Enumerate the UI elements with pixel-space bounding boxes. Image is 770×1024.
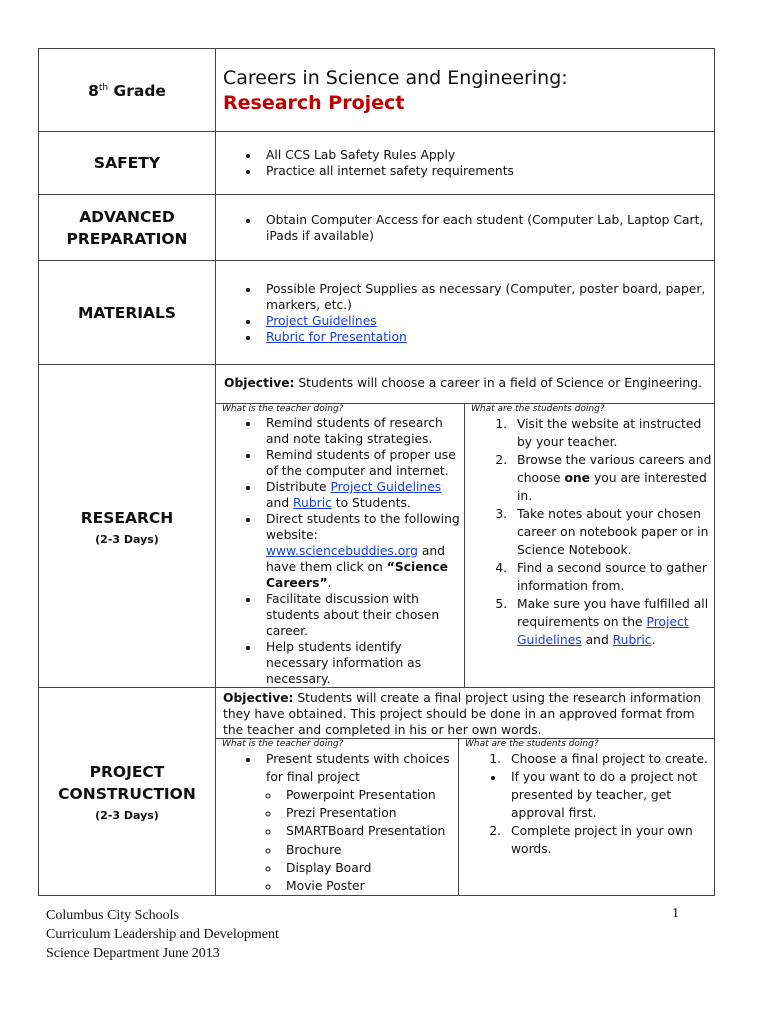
list-item: • Remind students of proper use of the computer and internet. bbox=[260, 447, 464, 479]
objective-text: Students will choose a career in a field of Science or Engineering. bbox=[294, 376, 702, 390]
list-item: ◦ Prezi Presentation bbox=[280, 804, 458, 822]
list-item bbox=[511, 451, 714, 505]
student-column bbox=[459, 739, 715, 896]
project-guidelines-link[interactable]: Project Guidelines bbox=[517, 615, 689, 647]
grade-superscript: th bbox=[98, 82, 109, 93]
advanced-label-line1: ADVANCED bbox=[79, 207, 175, 226]
list-item: ◦ Display Board bbox=[280, 859, 458, 877]
bold-text: “Science Careers” bbox=[266, 560, 448, 590]
student-list bbox=[459, 750, 714, 858]
advanced-content bbox=[216, 195, 715, 261]
construction-label-line2: CONSTRUCTION bbox=[58, 785, 196, 804]
rubric-link[interactable]: Rubric for Presentation bbox=[266, 329, 407, 344]
safety-list bbox=[216, 147, 714, 179]
list-item: ◦ SMARTBoard Presentation bbox=[280, 822, 458, 840]
safety-content bbox=[216, 132, 715, 195]
grade-number: 8 bbox=[88, 81, 99, 100]
grade-label bbox=[88, 82, 166, 100]
text: and bbox=[581, 633, 613, 647]
objective-text: Students will create a final project using the research information they have obtained. This project should be done in an approved format from the teacher and completed in his or her own words. bbox=[223, 691, 701, 737]
research-days: (2-3 Days) bbox=[95, 532, 159, 546]
text: Browse the various careers and choose bbox=[517, 453, 712, 485]
list-item: • If you want to do a project not presented by teacher, get approval first. bbox=[505, 768, 714, 822]
research-content bbox=[216, 365, 715, 688]
lesson-table bbox=[38, 48, 715, 896]
grade-suffix: Grade bbox=[113, 81, 166, 100]
text: Present students with choices for final project bbox=[266, 752, 450, 784]
list-item: 4. Find a second source to gather information from. bbox=[511, 559, 714, 595]
advanced-label-cell bbox=[39, 195, 216, 261]
student-caption: What are the students doing? bbox=[471, 404, 605, 414]
advanced-row bbox=[39, 195, 715, 261]
list-item: • Possible Project Supplies as necessary (Computer, poster board, paper, markers, etc.) bbox=[260, 281, 714, 313]
list-item bbox=[260, 313, 714, 329]
construction-objective bbox=[216, 688, 714, 738]
materials-label: MATERIALS bbox=[77, 303, 177, 322]
title-line2: Research Project bbox=[223, 92, 405, 114]
list-item: ◦ Movie Poster bbox=[280, 877, 458, 895]
list-item bbox=[260, 329, 714, 345]
advanced-label-line2: PREPARATION bbox=[66, 229, 188, 248]
materials-list bbox=[216, 281, 714, 345]
advanced-list bbox=[216, 212, 714, 244]
project-guidelines-link[interactable]: Project Guidelines bbox=[330, 480, 442, 494]
teacher-caption: What is the teacher doing? bbox=[222, 739, 344, 749]
teacher-list bbox=[216, 415, 464, 687]
text: Direct students to the following website: bbox=[266, 512, 460, 542]
safety-label-cell bbox=[39, 132, 216, 195]
text: and bbox=[266, 496, 294, 510]
objective-label: Objective: bbox=[224, 376, 295, 390]
objective-label: Objective: bbox=[223, 691, 294, 705]
bold-text: one bbox=[564, 471, 591, 485]
construction-label-cell bbox=[39, 688, 216, 896]
research-objective bbox=[216, 365, 714, 391]
rubric-link[interactable]: Rubric bbox=[293, 496, 332, 510]
list-item: • All CCS Lab Safety Rules Apply bbox=[260, 147, 714, 163]
construction-label-line1: PROJECT bbox=[89, 763, 165, 782]
list-item: • Obtain Computer Access for each student (Computer Lab, Laptop Cart, iPads if available) bbox=[260, 212, 714, 244]
teacher-list bbox=[216, 750, 458, 895]
safety-label: SAFETY bbox=[93, 154, 161, 172]
footer-line1: Columbus City Schools bbox=[46, 908, 180, 923]
project-options-list bbox=[266, 786, 458, 895]
construction-inner-table bbox=[216, 738, 714, 895]
materials-content bbox=[216, 261, 715, 365]
project-guidelines-link[interactable]: Project Guidelines bbox=[266, 313, 377, 328]
text: Make sure you have fulfilled all requirements on the bbox=[517, 597, 709, 629]
list-item bbox=[260, 750, 458, 895]
list-item bbox=[511, 595, 714, 649]
teacher-column bbox=[216, 404, 465, 688]
list-item bbox=[260, 479, 464, 511]
list-item bbox=[260, 511, 464, 591]
list-item: • Facilitate discussion with students about their chosen career. bbox=[260, 591, 464, 639]
list-item: • Practice all internet safety requirements bbox=[260, 163, 714, 179]
title-line1: Careers in Science and Engineering: bbox=[223, 67, 568, 89]
footer-line2: Curriculum Leadership and Development bbox=[46, 927, 279, 942]
text: . bbox=[651, 633, 656, 647]
materials-label-cell bbox=[39, 261, 216, 365]
materials-row bbox=[39, 261, 715, 365]
page-number: 1 bbox=[672, 906, 679, 921]
list-item: • Help students identify necessary information as necessary. bbox=[260, 639, 464, 687]
construction-days: (2-3 Days) bbox=[95, 809, 159, 823]
header-row bbox=[39, 49, 715, 132]
sciencebuddies-link[interactable]: www.sciencebuddies.org bbox=[266, 544, 418, 558]
footer bbox=[46, 906, 279, 963]
list-item: 3. Take notes about your chosen career on notebook paper or in Science Notebook. bbox=[511, 505, 714, 559]
construction-content bbox=[216, 688, 715, 896]
student-column bbox=[465, 404, 715, 688]
text: to Students. bbox=[331, 496, 411, 510]
list-item: 2. Complete project in your own words. bbox=[505, 822, 714, 858]
teacher-column bbox=[216, 739, 459, 896]
construction-row bbox=[39, 688, 715, 896]
research-label-cell bbox=[39, 365, 216, 688]
list-item: ◦ Brochure bbox=[280, 841, 458, 859]
title-cell bbox=[216, 49, 715, 132]
research-label: RESEARCH bbox=[80, 508, 174, 527]
student-list bbox=[465, 415, 714, 649]
student-caption: What are the students doing? bbox=[465, 739, 599, 749]
safety-row bbox=[39, 132, 715, 195]
research-inner-table bbox=[216, 403, 714, 687]
grade-cell bbox=[39, 49, 216, 132]
rubric-link[interactable]: Rubric bbox=[612, 633, 652, 647]
text: and have them click on bbox=[266, 544, 445, 574]
footer-line3: Science Department June 2013 bbox=[46, 946, 220, 961]
list-item: 1. Choose a final project to create. bbox=[505, 750, 714, 768]
text: . bbox=[327, 576, 332, 590]
list-item: 1. Visit the website at instructed by your teacher. bbox=[511, 415, 714, 451]
teacher-caption: What is the teacher doing? bbox=[222, 404, 344, 414]
list-item: ◦ Powerpoint Presentation bbox=[280, 786, 458, 804]
text: you are interested in. bbox=[517, 471, 707, 503]
list-item: • Remind students of research and note taking strategies. bbox=[260, 415, 464, 447]
research-row bbox=[39, 365, 715, 688]
text: Distribute bbox=[266, 480, 331, 494]
